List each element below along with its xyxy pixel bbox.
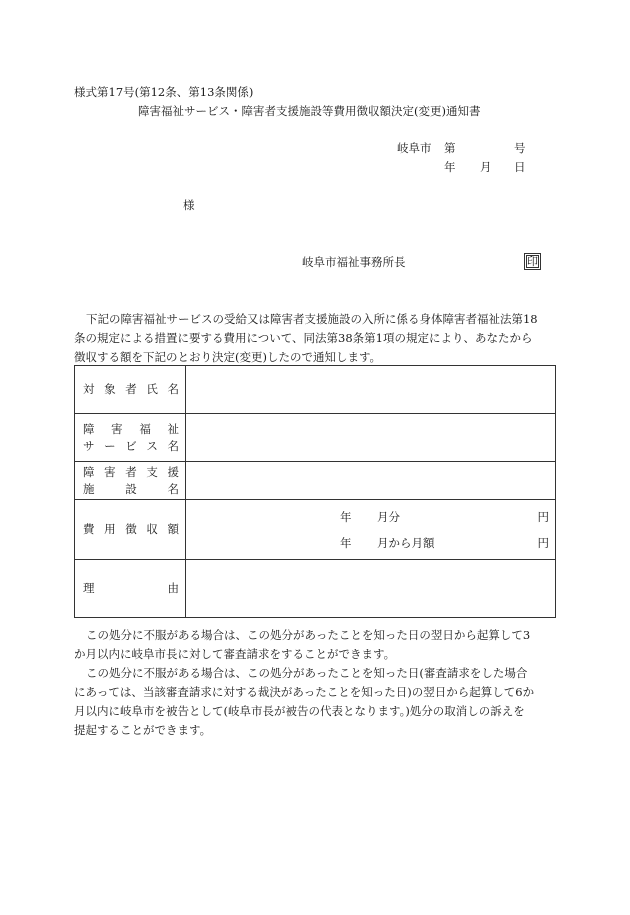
issuer-dai: 第 — [444, 141, 456, 155]
intro-line: 条の規定による措置に要する費用について、同法第38条第1項の規定により、あなたから — [74, 331, 533, 345]
value-facility-name — [186, 462, 556, 500]
addressee-suffix: 様 — [183, 198, 195, 212]
form-number: 様式第17号(第12条、第13条関係) — [74, 85, 254, 99]
intro-line: 徴収する額を下記のとおり決定(変更)したので通知します。 — [74, 350, 382, 364]
notice-line: 月以内に岐阜市を被告として(岐阜市長が被告の代表となります。)処分の取消しの訴えを — [74, 704, 525, 718]
fee-decision-table — [74, 365, 556, 618]
label-service-name: 障 害 福 祉 サ ー ビ ス 名 — [75, 414, 186, 462]
value-reason — [186, 560, 556, 618]
date-day: 日 — [514, 160, 526, 174]
value-recipient-name — [186, 366, 556, 414]
table-row — [75, 366, 556, 414]
date-month: 月 — [480, 160, 492, 174]
notice-line: にあっては、当該審査請求に対する裁決があったことを知った日)の翌日から起算して6か — [74, 685, 535, 699]
label-reason: 理 由 — [75, 560, 186, 618]
intro-paragraph — [74, 310, 554, 367]
notice-line: この処分に不服がある場合は、この処分があったことを知った日(審査請求をした場合 — [86, 666, 528, 680]
table-row — [75, 500, 556, 560]
document-title: 障害福祉サービス・障害者支援施設等費用徴収額決定(変更)通知書 — [138, 104, 481, 118]
notice-line: 提起することができます。 — [74, 723, 212, 737]
fee-line-from-month: 年 月から月額 円 — [340, 535, 549, 550]
issuer-city: 岐阜市 — [397, 141, 432, 155]
sender-name: 岐阜市福祉事務所長 — [302, 255, 406, 269]
label-fee-amount: 費 用 徴 収 額 — [75, 500, 186, 560]
notice-line: この処分に不服がある場合は、この処分があったことを知った日の翌日から起算して3 — [86, 628, 531, 642]
notice-line: か月以内に岐阜市長に対して審査請求をすることができます。 — [74, 647, 396, 661]
table-row — [75, 560, 556, 618]
intro-line: 下記の障害福祉サービスの受給又は障害者支援施設の入所に係る身体障害者福祉法第18 — [86, 312, 538, 326]
date-year: 年 — [444, 160, 456, 174]
label-recipient-name: 対 象 者 氏 名 — [75, 366, 186, 414]
lawsuit-notice — [74, 664, 554, 740]
appeal-notice — [74, 626, 554, 664]
table-row — [75, 414, 556, 462]
label-facility-name: 障 害 者 支 援 施 設 名 — [75, 462, 186, 500]
table-row — [75, 462, 556, 500]
value-service-name — [186, 414, 556, 462]
official-seal: 印 — [524, 253, 541, 270]
fee-line-monthly: 年 月分 円 — [340, 509, 549, 524]
value-fee-amount — [186, 500, 556, 560]
issuer-go: 号 — [514, 141, 526, 155]
